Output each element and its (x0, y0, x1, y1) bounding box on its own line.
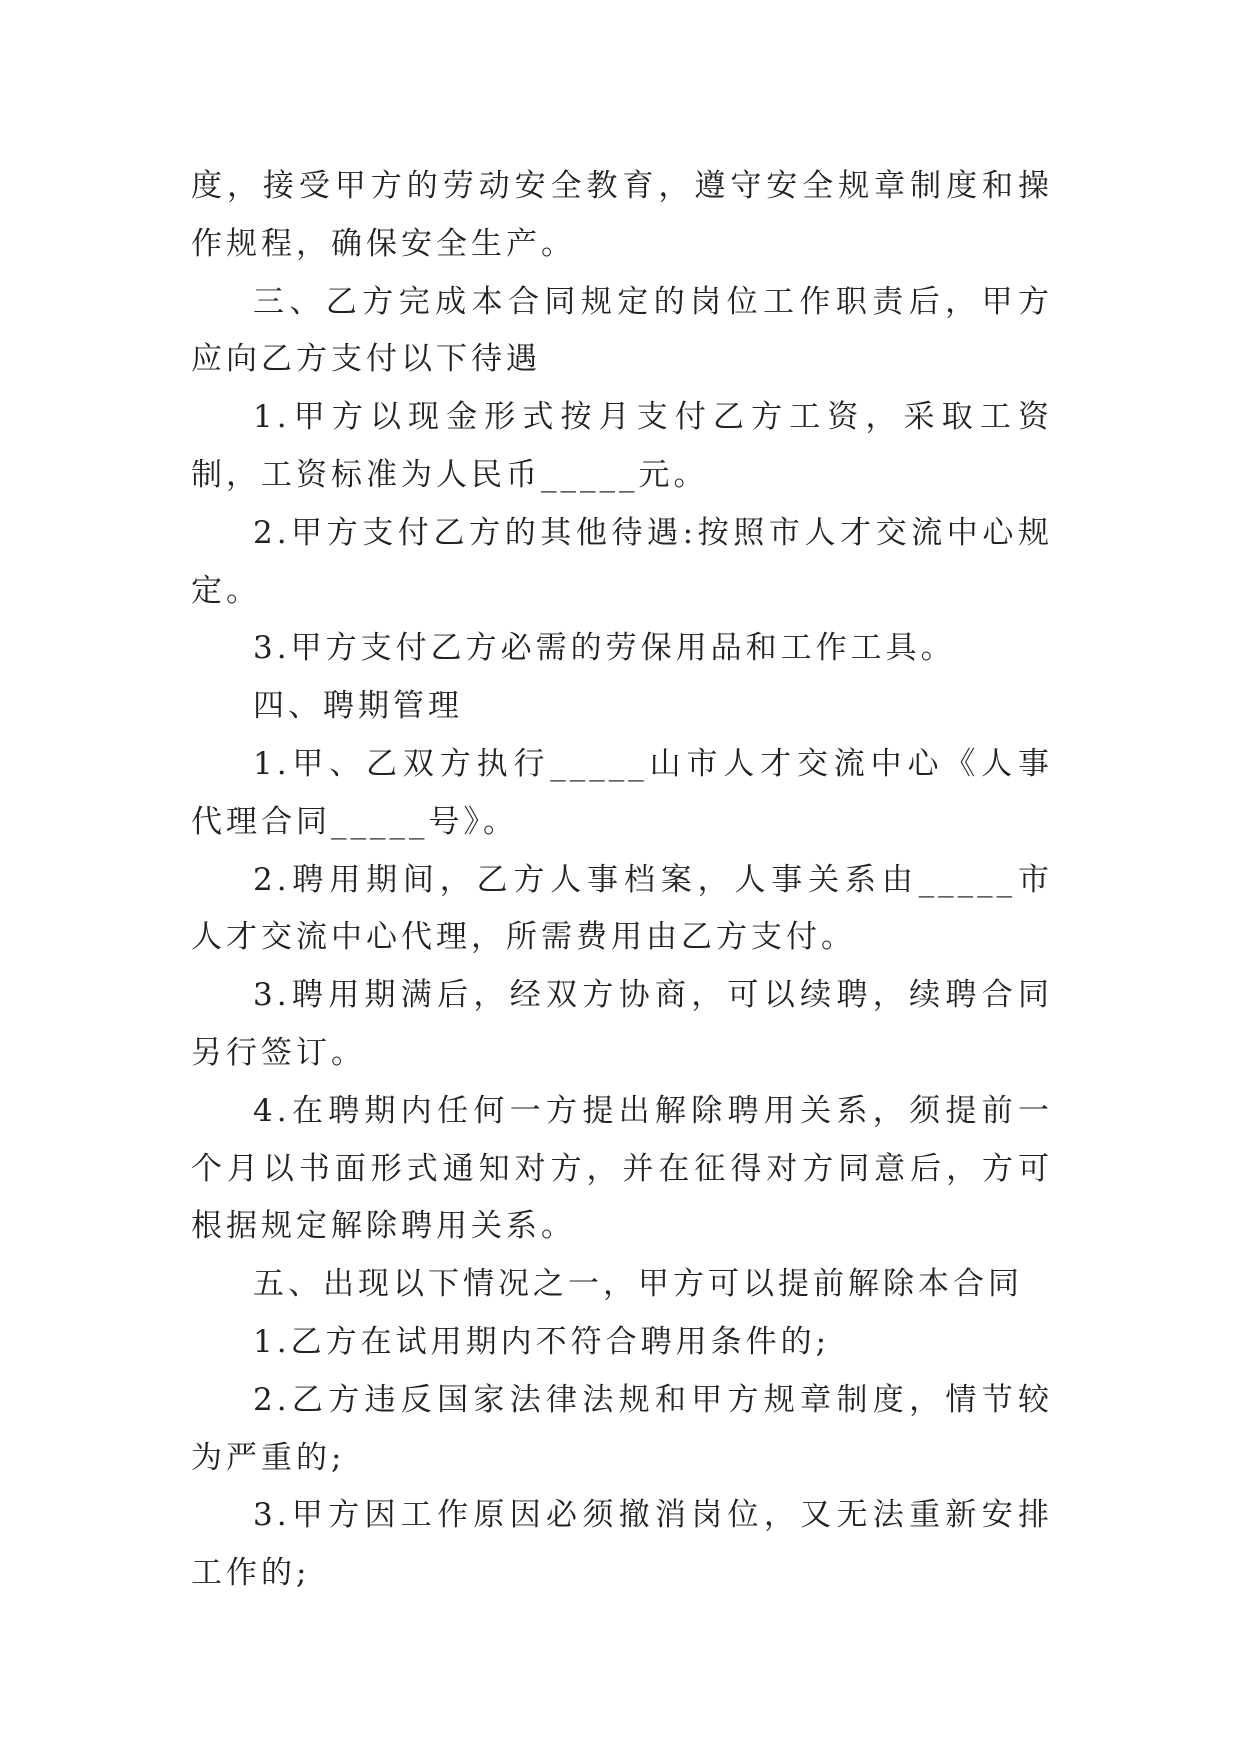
document-body (191, 158, 1053, 1603)
clause-4-3: 3.聘用期满后，经双方协商，可以续聘，续聘合同另行签订。 (191, 977, 1053, 1071)
clause-3-1: 1.甲方以现金形式按月支付乙方工资，采取工资制，工资标准为人民币_____元。 (191, 399, 1053, 493)
section-heading-3: 三、乙方完成本合同规定的岗位工作职责后，甲方应向乙方支付以下待遇 (191, 283, 1053, 378)
clause-4-2: 2.聘用期间，乙方人事档案，人事关系由_____市人才交流中心代理，所需费用由乙方支付。 (191, 861, 1053, 956)
clause-5-1: 1.乙方在试用期内不符合聘用条件的; (253, 1323, 831, 1360)
clause-4-4: 4.在聘期内任何一方提出解除聘用关系，须提前一个月以书面形式通知对方，并在征得对方同意后，方可根据规定解除聘用关系。 (191, 1092, 1053, 1245)
section-heading-4: 四、聘期管理 (253, 688, 463, 725)
paragraph-continuation: 度，接受甲方的劳动安全教育，遵守安全规章制度和操作规程，确保安全生产。 (191, 168, 1053, 262)
clause-5-2: 2.乙方违反国家法律法规和甲方规章制度，情节较为严重的; (191, 1381, 1053, 1476)
clause-4-1: 1.甲、乙双方执行_____山市人才交流中心《人事代理合同_____号》。 (191, 745, 1053, 840)
clause-3-3: 3.甲方支付乙方必需的劳保用品和工作工具。 (253, 630, 956, 667)
section-heading-5: 五、出现以下情况之一，甲方可以提前解除本合同 (253, 1266, 1023, 1303)
clause-3-2: 2.甲方支付乙方的其他待遇:按照市人才交流中心规定。 (191, 514, 1053, 609)
clause-5-3: 3.甲方因工作原因必须撤消岗位，又无法重新安排工作的; (191, 1497, 1053, 1592)
